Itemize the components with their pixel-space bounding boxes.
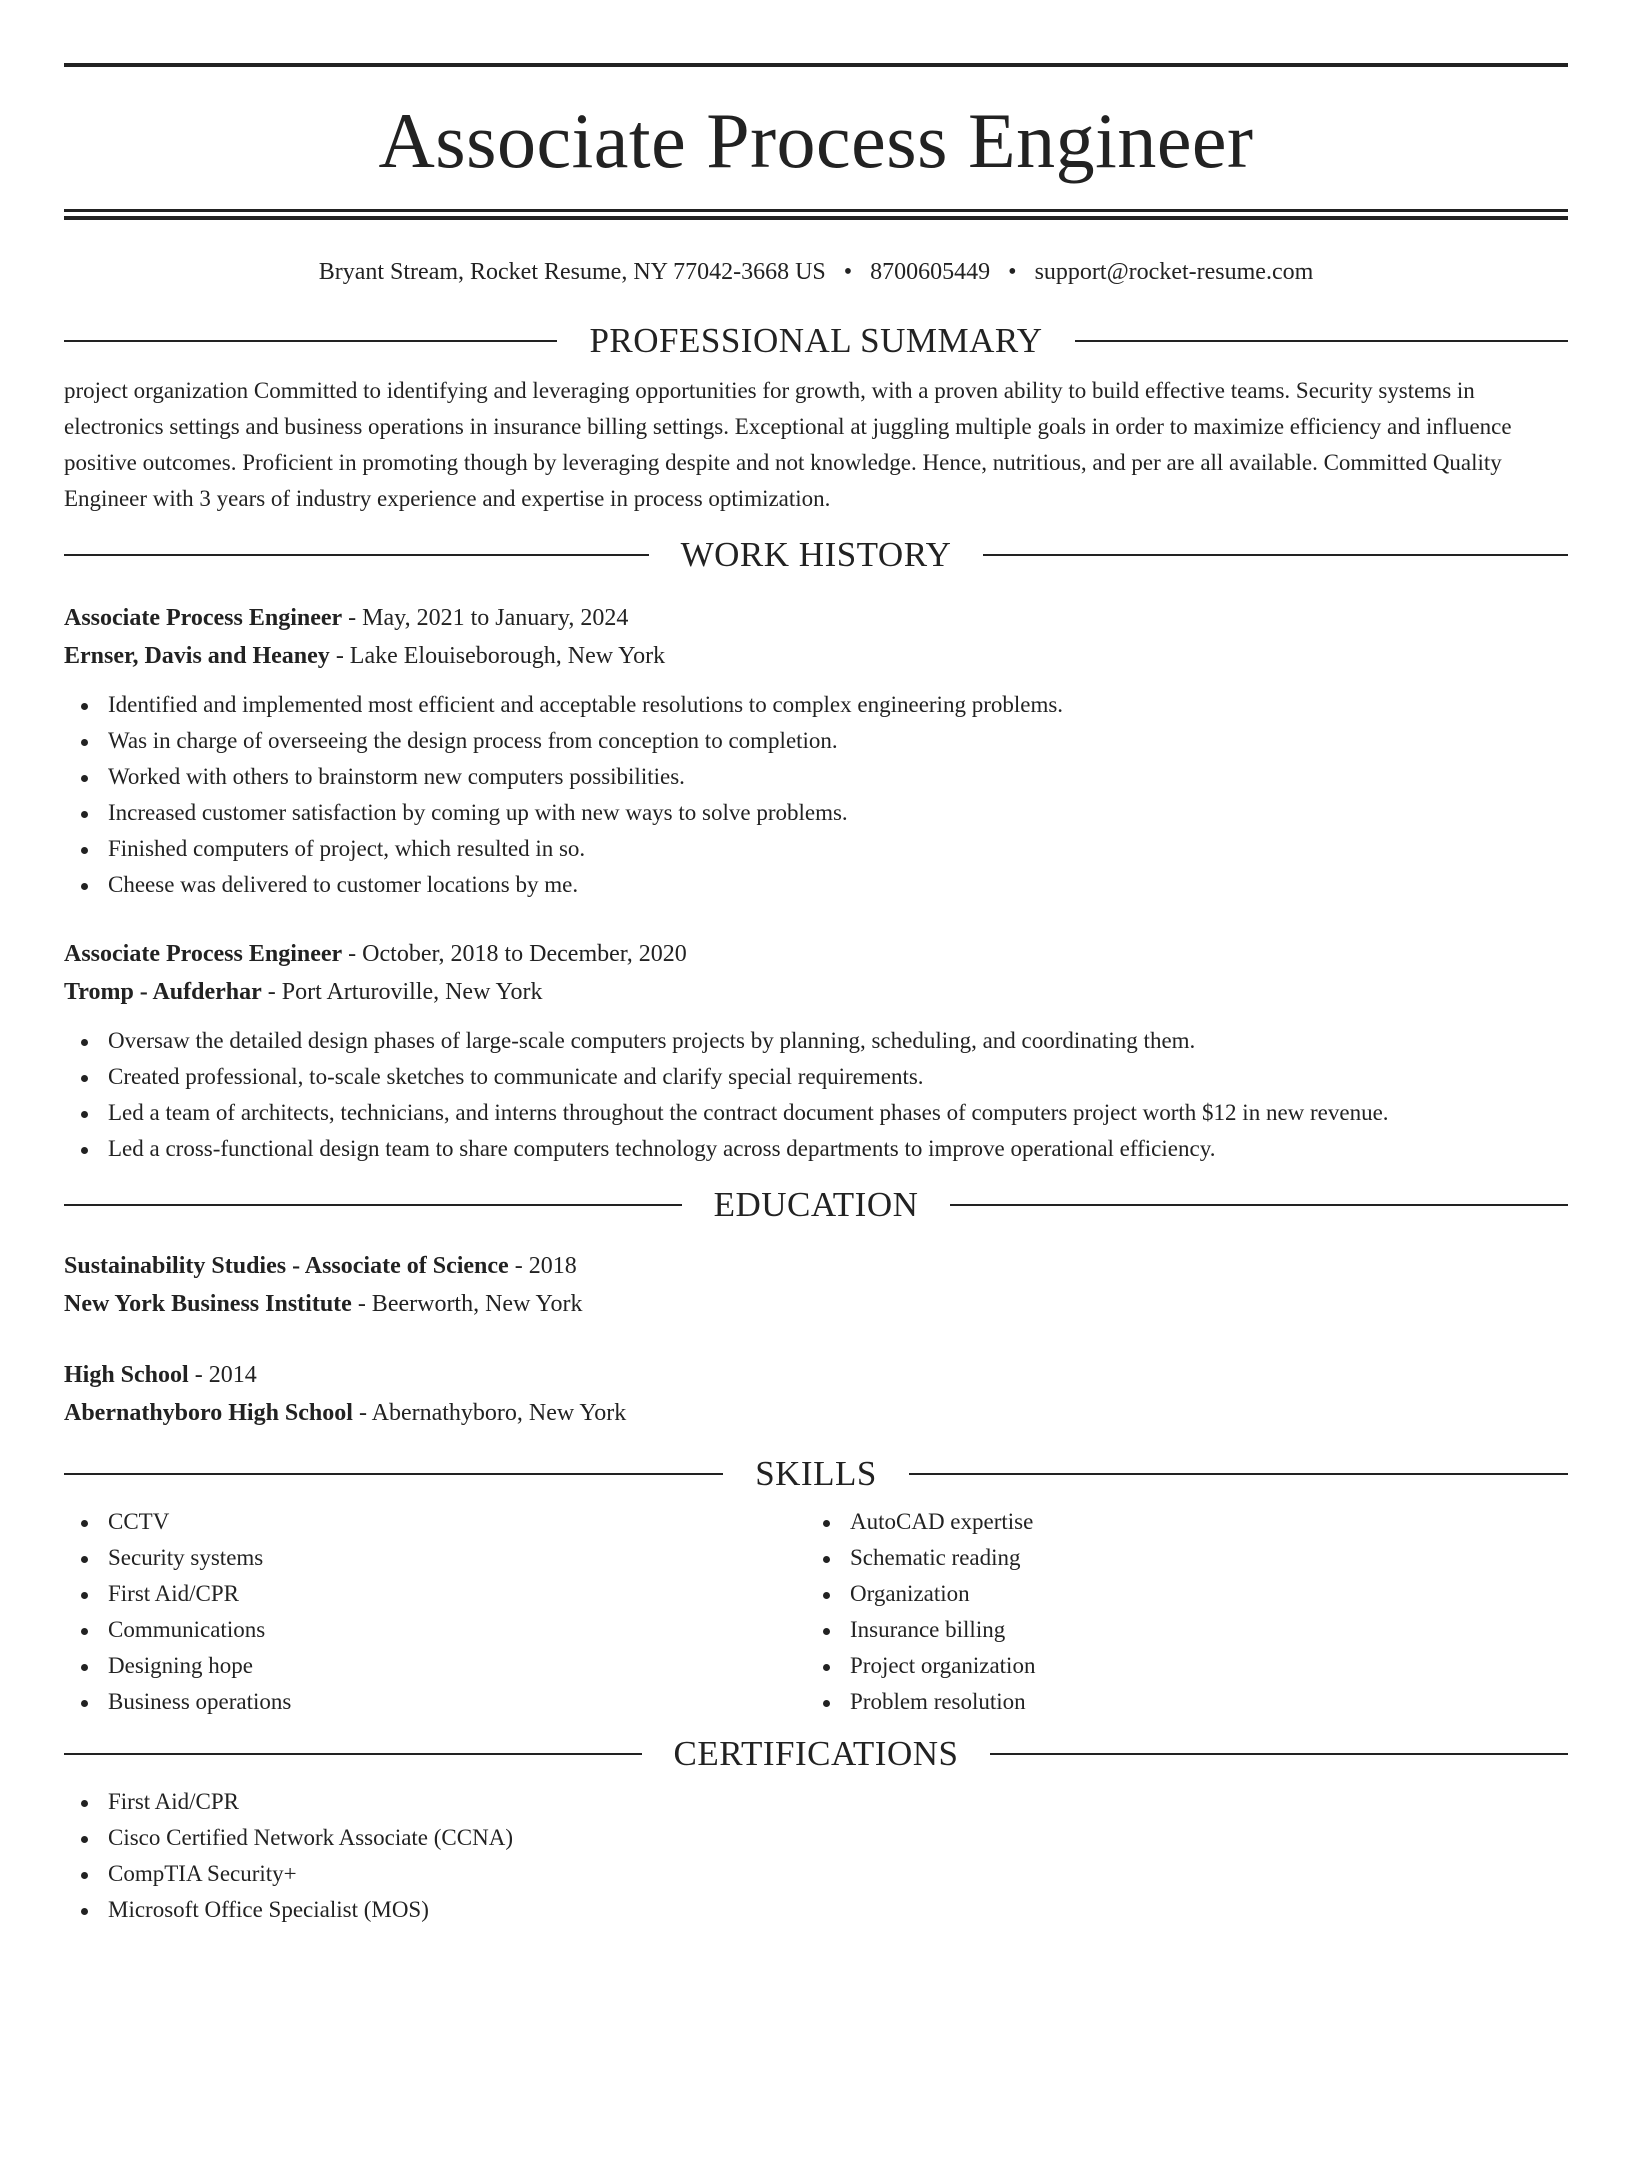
section-title: PROFESSIONAL SUMMARY [589,321,1043,360]
job-dates: - October, 2018 to December, 2020 [342,941,687,967]
job-company-line [64,973,1568,1011]
skills-list-left [64,1504,806,1720]
section-heading-education [64,1185,1568,1225]
school-location: - Beerworth, New York [351,1291,583,1317]
contact-phone: 8700605449 [870,259,991,285]
skill-item: Communications [64,1612,806,1648]
resume-page [0,63,1632,2175]
skill-item: CCTV [64,1504,806,1540]
degree-name: High School [64,1362,189,1388]
job-bullets [64,1023,1568,1167]
certification-item: First Aid/CPR [64,1784,1568,1820]
heading-rule-right [1075,340,1568,342]
heading-rule-right [909,1473,1568,1475]
job-company: Tromp - Aufderhar [64,979,262,1005]
section-heading-work-history [64,535,1568,575]
job-company: Ernser, Davis and Heaney [64,643,330,669]
skill-item: Insurance billing [806,1612,1548,1648]
section-title: SKILLS [755,1454,877,1493]
school-line [64,1285,1568,1323]
school-name: Abernathyboro High School [64,1400,353,1426]
section-title: WORK HISTORY [680,535,952,574]
job-entry [64,935,1568,1167]
skill-item: AutoCAD expertise [806,1504,1548,1540]
skills-list-right [806,1504,1548,1720]
school-location: - Abernathyboro, New York [352,1400,627,1426]
contact-line [64,257,1568,287]
list-item: Was in charge of overseeing the design process from conception to completion. [64,723,1568,759]
resume-title: Associate Process Engineer [378,97,1254,184]
contact-address: Bryant Stream, Rocket Resume, NY 77042-3668 US [318,259,826,285]
job-company-line [64,637,1568,675]
section-title: CERTIFICATIONS [673,1734,959,1773]
section-heading-summary [64,321,1568,361]
degree-year: - 2014 [188,1362,257,1388]
job-location: - Port Arturoville, New York [261,979,543,1005]
certification-item: Cisco Certified Network Associate (CCNA) [64,1820,1568,1856]
job-bullets [64,687,1568,903]
skill-item: Organization [806,1576,1548,1612]
job-title-line [64,599,1568,637]
skill-item: Problem resolution [806,1684,1548,1720]
title-double-rule [64,209,1568,220]
education-entry [64,1356,1568,1432]
skills-columns [64,1494,1568,1720]
job-title-line [64,935,1568,973]
school-name: New York Business Institute [64,1291,352,1317]
certification-item: Microsoft Office Specialist (MOS) [64,1892,1568,1928]
degree-line [64,1247,1568,1285]
contact-email: support@rocket-resume.com [1034,259,1314,285]
heading-rule-left [64,1753,642,1755]
list-item: Led a team of architects, technicians, and interns throughout the contract document phases of computers project worth $12 in new revenue. [64,1095,1568,1131]
list-item: Oversaw the detailed design phases of large-scale computers projects by planning, scheduling, and coordinating them. [64,1023,1568,1059]
skill-item: Security systems [64,1540,806,1576]
section-heading-skills [64,1454,1568,1494]
heading-rule-right [990,1753,1568,1755]
skill-item: Business operations [64,1684,806,1720]
heading-rule-right [950,1204,1568,1206]
job-title: Associate Process Engineer [64,605,343,631]
degree-line [64,1356,1568,1394]
certifications-list [64,1784,1568,1928]
degree-name: Sustainability Studies - Associate of Science [64,1253,509,1279]
heading-rule-left [64,340,557,342]
summary-text: project organization Committed to identifying and leveraging opportunities for growth, with a proven ability to build effective teams. Security systems in electronics settings and business operations in insurance billing settings. Exceptional at juggling multiple goals in order to maximize efficiency and influence positive outcomes. Proficient in promoting though by leveraging despite and not knowledge. Hence, nutritious, and per are all available. Committed Quality Engineer with 3 years of industry experience and expertise in process optimization. [64,378,1512,511]
heading-rule-right [983,554,1568,556]
skill-item: Designing hope [64,1648,806,1684]
contact-separator: • [1008,259,1017,285]
certification-item: CompTIA Security+ [64,1856,1568,1892]
skill-item: First Aid/CPR [64,1576,806,1612]
contact-separator: • [843,259,853,285]
list-item: Finished computers of project, which resulted in so. [64,831,1568,867]
school-line [64,1394,1568,1432]
top-rule [64,63,1568,67]
heading-rule-left [64,1473,723,1475]
job-entry [64,599,1568,903]
list-item: Increased customer satisfaction by coming up with new ways to solve problems. [64,795,1568,831]
list-item: Led a cross-functional design team to share computers technology across departments to improve operational efficiency. [64,1131,1568,1167]
section-heading-certifications [64,1734,1568,1774]
section-title: EDUCATION [713,1185,919,1224]
heading-rule-left [64,1204,682,1206]
skill-item: Project organization [806,1648,1548,1684]
list-item: Created professional, to-scale sketches to communicate and clarify special requirements. [64,1059,1568,1095]
list-item: Worked with others to brainstorm new computers possibilities. [64,759,1568,795]
heading-rule-left [64,554,649,556]
job-title: Associate Process Engineer [64,941,343,967]
list-item: Cheese was delivered to customer locations by me. [64,867,1568,903]
degree-year: - 2018 [508,1253,577,1279]
job-location: - Lake Elouiseborough, New York [329,643,666,669]
job-dates: - May, 2021 to January, 2024 [342,605,629,631]
list-item: Identified and implemented most efficient and acceptable resolutions to complex engineering problems. [64,687,1568,723]
education-entry [64,1247,1568,1323]
skill-item: Schematic reading [806,1540,1548,1576]
